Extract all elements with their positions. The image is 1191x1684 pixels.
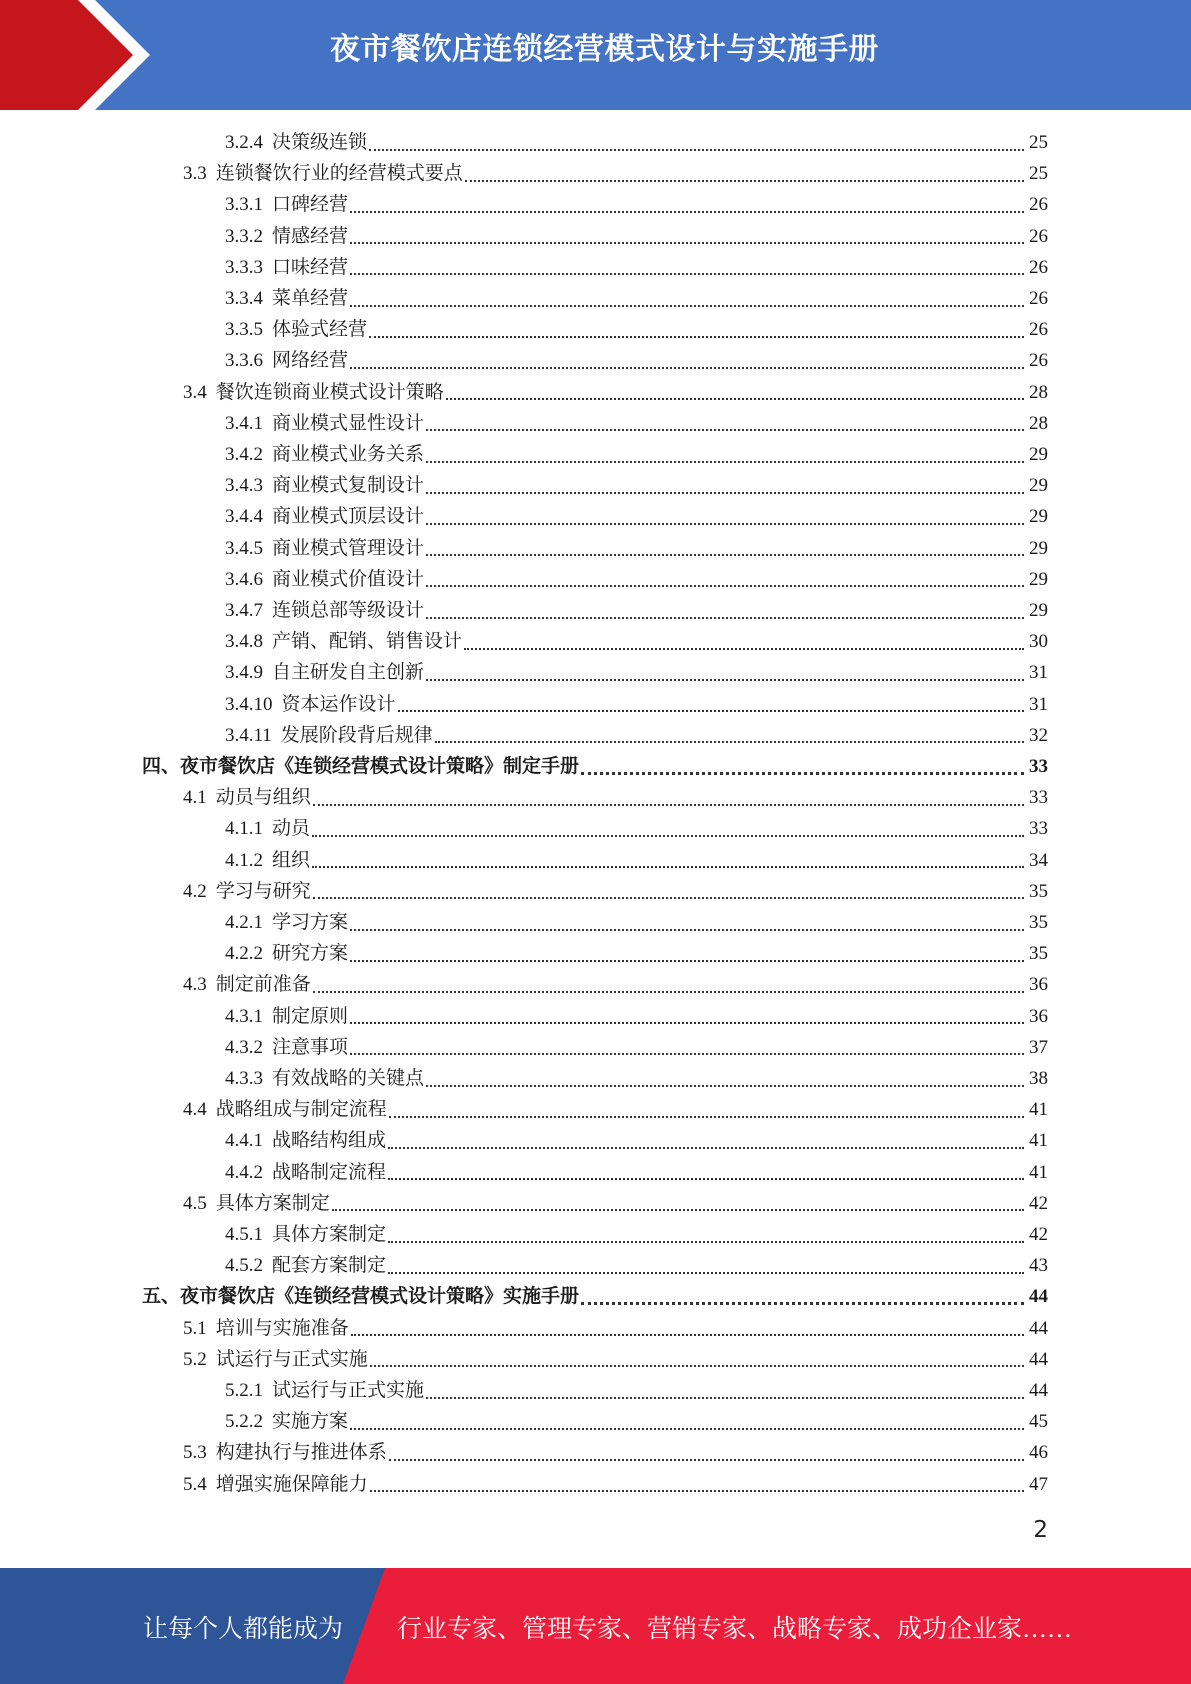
toc-entry[interactable] [142, 751, 1048, 782]
toc-leader-dots [389, 1459, 1024, 1461]
toc-entry-number: 3.4.1 [225, 412, 263, 434]
toc-entry-page: 37 [1029, 1036, 1048, 1058]
toc-entry-number: 3.4.11 [225, 724, 272, 746]
toc-entry-title: 情感经营 [272, 225, 349, 247]
toc-entry-page: 29 [1029, 600, 1048, 621]
toc-entry-number: 3.4.6 [225, 568, 263, 590]
toc-entry-number: 4.1.1 [225, 818, 263, 840]
toc-entry-page: 47 [1029, 1473, 1048, 1495]
toc-leader-dots [398, 710, 1024, 712]
toc-leader-dots [426, 429, 1024, 431]
toc-entry[interactable] [183, 969, 1048, 1000]
toc-entry-number: 4.2 [183, 880, 207, 902]
toc-leader-dots [350, 1428, 1024, 1430]
toc-entry[interactable] [225, 283, 1048, 314]
toc-entry[interactable] [225, 470, 1048, 501]
toc-entry-page: 26 [1029, 288, 1048, 309]
toc-entry-title: 学习与研究 [215, 880, 311, 902]
toc-entry[interactable] [225, 408, 1048, 439]
toc-leader-dots [370, 1490, 1024, 1492]
toc-entry-number: 5.2.1 [225, 1380, 263, 1401]
toc-leader-dots [313, 804, 1024, 806]
toc-entry-page: 26 [1029, 256, 1048, 278]
toc-entry-page: 25 [1029, 132, 1048, 153]
toc-entry-page: 33 [1029, 818, 1048, 840]
toc-entry-title: 战略制定流程 [272, 1161, 387, 1183]
toc-entry-number: 3.4 [183, 381, 207, 403]
toc-entry-page: 31 [1029, 693, 1048, 715]
toc-entry-page: 44 [1029, 1317, 1048, 1339]
toc-entry-page: 41 [1029, 1130, 1048, 1152]
toc-entry-title: 连锁总部等级设计 [272, 600, 425, 621]
toc-entry-number: 3.3.1 [225, 194, 263, 216]
toc-entry[interactable] [225, 1250, 1048, 1281]
toc-entry-page: 35 [1029, 880, 1048, 902]
toc-entry-title: 商业模式顶层设计 [272, 506, 425, 528]
toc-entry-page: 33 [1029, 787, 1048, 809]
toc-entry-title: 商业模式复制设计 [272, 475, 425, 497]
toc-leader-dots [350, 929, 1024, 931]
toc-entry[interactable] [183, 158, 1048, 189]
toc-entry-number: 3.4.10 [225, 693, 273, 715]
toc-leader-dots [312, 866, 1024, 868]
toc-entry-page: 29 [1029, 475, 1048, 497]
toc-entry-page: 34 [1029, 849, 1048, 871]
toc-entry-title: 注意事项 [272, 1036, 349, 1058]
toc-entry-title: 四、夜市餐饮店《连锁经营模式设计策略》制定手册 [142, 756, 580, 777]
toc-entry[interactable] [225, 1157, 1048, 1188]
page-header [0, 0, 1191, 110]
toc-entry-page: 44 [1029, 1348, 1048, 1370]
toc-entry-number: 3.2.4 [225, 132, 263, 153]
toc-entry-page: 25 [1029, 163, 1048, 185]
toc-entry-title: 体验式经营 [272, 319, 368, 341]
toc-entry-title: 战略结构组成 [272, 1130, 387, 1152]
toc-entry-page: 26 [1029, 319, 1048, 341]
toc-entry-title: 实施方案 [272, 1411, 349, 1433]
toc-entry[interactable] [225, 907, 1048, 938]
toc-entry-title: 餐饮连锁商业模式设计策略 [215, 381, 444, 403]
toc-entry-number: 4.5.1 [225, 1224, 263, 1245]
toc-leader-dots [581, 772, 1024, 775]
toc-entry[interactable] [225, 595, 1048, 626]
toc-leader-dots [426, 585, 1024, 587]
toc-entry-number: 4.5 [183, 1192, 207, 1214]
toc-entry-number: 5.1 [183, 1317, 207, 1339]
toc-entry-number: 4.4 [183, 1099, 207, 1121]
toc-leader-dots [370, 1365, 1024, 1367]
toc-entry-page: 35 [1029, 912, 1048, 933]
toc-entry-number: 3.4.9 [225, 662, 263, 684]
toc-entry-number: 5.2.2 [225, 1411, 263, 1433]
toc-leader-dots [426, 1085, 1024, 1087]
toc-entry-page: 46 [1029, 1442, 1048, 1464]
toc-entry-title: 连锁餐饮行业的经营模式要点 [215, 163, 463, 185]
toc-leader-dots [350, 305, 1024, 307]
toc-leader-dots [350, 211, 1024, 213]
toc-entry-title: 试运行与正式实施 [215, 1348, 368, 1370]
toc-entry[interactable] [225, 501, 1048, 532]
toc-entry-number: 4.4.1 [225, 1130, 263, 1152]
toc-entry[interactable] [225, 1125, 1048, 1156]
toc-entry-title: 商业模式价值设计 [272, 568, 425, 590]
toc-entry-title: 有效战略的关键点 [272, 1068, 425, 1089]
toc-entry[interactable] [225, 689, 1048, 720]
toc-entry-title: 具体方案制定 [272, 1224, 387, 1245]
page-number: 2 [1033, 1517, 1048, 1543]
toc-entry[interactable] [225, 189, 1048, 220]
page-footer [0, 1568, 1191, 1684]
document-title: 夜市餐饮店连锁经营模式设计与实施手册 [330, 32, 879, 67]
toc-leader-dots [350, 1053, 1024, 1055]
toc-entry-title: 自主研发自主创新 [272, 662, 425, 684]
toc-entry-number: 4.3.2 [225, 1036, 263, 1058]
toc-entry-title: 制定原则 [272, 1005, 349, 1027]
toc-entry-page: 41 [1029, 1161, 1048, 1183]
toc-entry-page: 43 [1029, 1255, 1048, 1277]
toc-entry[interactable] [225, 626, 1048, 657]
toc-leader-dots [350, 242, 1024, 244]
toc-entry[interactable] [225, 1063, 1048, 1094]
toc-entry[interactable] [183, 377, 1048, 408]
toc-entry-number: 4.2.1 [225, 912, 263, 933]
toc-entry[interactable] [225, 1406, 1048, 1437]
toc-entry[interactable] [225, 813, 1048, 844]
toc-entry-title: 动员 [272, 818, 311, 840]
toc-entry-number: 3.3.3 [225, 256, 263, 278]
toc-entry[interactable] [225, 657, 1048, 688]
toc-entry-number: 4.5.2 [225, 1255, 263, 1277]
toc-leader-dots [350, 960, 1024, 962]
toc-entry-page: 26 [1029, 225, 1048, 247]
toc-entry[interactable] [183, 1344, 1048, 1375]
toc-leader-dots [426, 1397, 1024, 1399]
toc-leader-dots [426, 492, 1024, 494]
toc-entry-title: 决策级连锁 [272, 132, 368, 153]
toc-entry-number: 4.2.2 [225, 943, 263, 965]
toc-leader-dots [313, 897, 1024, 899]
toc-entry-number: 3.4.2 [225, 444, 263, 465]
toc-leader-dots [426, 679, 1024, 681]
toc-entry-title: 制定前准备 [215, 974, 311, 996]
toc-entry-number: 3.4.8 [225, 631, 263, 653]
toc-entry-title: 增强实施保障能力 [215, 1473, 368, 1495]
toc-entry[interactable] [225, 1001, 1048, 1032]
toc-leader-dots [464, 648, 1024, 650]
toc-entry-title: 战略组成与制定流程 [215, 1099, 387, 1121]
toc-entry-number: 4.3.1 [225, 1005, 263, 1027]
toc-entry[interactable] [225, 1032, 1048, 1063]
toc-entry-page: 26 [1029, 194, 1048, 216]
toc-entry-page: 35 [1029, 943, 1048, 965]
toc-entry-title: 构建执行与推进体系 [215, 1442, 387, 1464]
toc-entry-page: 30 [1029, 631, 1048, 653]
toc-entry-number: 3.4.3 [225, 475, 263, 497]
toc-entry-number: 3.3.4 [225, 288, 263, 309]
toc-entry[interactable] [183, 1188, 1048, 1219]
toc-entry-page: 44 [1029, 1286, 1048, 1308]
toc-entry-page: 29 [1029, 506, 1048, 528]
toc-entry-title: 口碑经营 [272, 194, 349, 216]
toc-leader-dots [426, 554, 1024, 556]
toc-entry-title: 商业模式业务关系 [272, 444, 425, 465]
toc-entry-number: 3.4.7 [225, 600, 263, 621]
toc-entry-title: 学习方案 [272, 912, 349, 933]
toc-entry-number: 3.3.2 [225, 225, 263, 247]
toc-entry-page: 44 [1029, 1380, 1048, 1401]
toc-entry-title: 五、夜市餐饮店《连锁经营模式设计策略》实施手册 [142, 1286, 580, 1308]
toc-leader-dots [426, 523, 1024, 525]
toc-entry-number: 3.4.4 [225, 506, 263, 528]
toc-entry-number: 5.4 [183, 1473, 207, 1495]
toc-entry-page: 31 [1029, 662, 1048, 684]
toc-leader-dots [426, 617, 1024, 619]
toc-entry[interactable] [183, 1313, 1048, 1344]
toc-entry[interactable] [225, 127, 1048, 158]
toc-entry-page: 29 [1029, 444, 1048, 465]
toc-entry-page: 28 [1029, 381, 1048, 403]
toc-leader-dots [350, 273, 1024, 275]
toc-entry-title: 菜单经营 [272, 288, 349, 309]
toc-leader-dots [369, 149, 1024, 151]
toc-entry-page: 29 [1029, 568, 1048, 590]
toc-leader-dots [350, 367, 1024, 369]
toc-leader-dots [388, 1272, 1024, 1274]
toc-entry[interactable] [142, 1281, 1048, 1312]
toc-entry-number: 5.3 [183, 1442, 207, 1464]
toc-entry-page: 29 [1029, 537, 1048, 559]
toc-entry-page: 36 [1029, 1005, 1048, 1027]
toc-entry-title: 配套方案制定 [272, 1255, 387, 1277]
toc-entry[interactable] [225, 439, 1048, 470]
toc-entry-number: 4.3 [183, 974, 207, 996]
toc-entry-page: 28 [1029, 412, 1048, 434]
toc-leader-dots [388, 1147, 1024, 1149]
toc-leader-dots [312, 835, 1024, 837]
toc-leader-dots [426, 461, 1024, 463]
footer-slogan-right: 行业专家、管理专家、营销专家、战略专家、成功企业家…… [397, 1616, 1073, 1643]
toc-entry-number: 3.3.6 [225, 350, 263, 372]
toc-leader-dots [435, 741, 1024, 743]
toc-entry-page: 41 [1029, 1099, 1048, 1121]
toc-entry-title: 具体方案制定 [215, 1192, 330, 1214]
toc-entry[interactable] [225, 564, 1048, 595]
toc-entry-title: 资本运作设计 [281, 693, 396, 715]
toc-entry[interactable] [225, 720, 1048, 751]
toc-entry-number: 3.3 [183, 163, 207, 185]
toc-entry-title: 动员与组织 [215, 787, 311, 809]
toc-entry-page: 36 [1029, 974, 1048, 996]
toc-entry[interactable] [225, 221, 1048, 252]
toc-entry-page: 42 [1029, 1224, 1048, 1245]
toc-entry-page: 33 [1029, 756, 1048, 777]
toc-entry-title: 网络经营 [272, 350, 349, 372]
toc-entry[interactable] [225, 1375, 1048, 1406]
toc-entry-title: 组织 [272, 849, 311, 871]
toc-entry[interactable] [183, 1437, 1048, 1468]
toc-entry[interactable] [225, 314, 1048, 345]
toc-entry[interactable] [183, 1094, 1048, 1125]
toc-leader-dots [465, 180, 1024, 182]
toc-entry-number: 3.3.5 [225, 319, 263, 341]
footer-slogan-left: 让每个人都能成为 [143, 1616, 344, 1643]
toc-entry-page: 26 [1029, 350, 1048, 372]
toc-leader-dots [369, 336, 1024, 338]
toc-entry-page: 32 [1029, 724, 1048, 746]
toc-leader-dots [388, 1178, 1024, 1180]
toc-leader-dots [313, 991, 1024, 993]
toc-entry-number: 4.3.3 [225, 1068, 263, 1089]
toc-entry[interactable] [225, 938, 1048, 969]
toc-entry-number: 5.2 [183, 1348, 207, 1370]
toc-entry-page: 45 [1029, 1411, 1048, 1433]
toc-entry[interactable] [225, 252, 1048, 283]
toc-entry-title: 试运行与正式实施 [272, 1380, 425, 1401]
toc-entry[interactable] [183, 1469, 1048, 1500]
toc-entry-title: 产销、配销、销售设计 [272, 631, 463, 653]
toc-leader-dots [581, 1302, 1024, 1305]
toc-leader-dots [351, 1334, 1024, 1336]
toc-entry-number: 4.4.2 [225, 1161, 263, 1183]
toc-leader-dots [446, 398, 1024, 400]
toc-entry-title: 商业模式管理设计 [272, 537, 425, 559]
toc-entry-title: 商业模式显性设计 [272, 412, 425, 434]
toc-entry-number: 3.4.5 [225, 537, 263, 559]
toc-entry[interactable] [183, 876, 1048, 907]
toc-entry-page: 38 [1029, 1068, 1048, 1089]
toc-leader-dots [389, 1116, 1024, 1118]
toc-entry-page: 42 [1029, 1192, 1048, 1214]
toc-entry-number: 4.1 [183, 787, 207, 809]
toc-entry-title: 发展阶段背后规律 [280, 724, 433, 746]
toc-entry[interactable] [225, 845, 1048, 876]
toc-entry[interactable] [225, 345, 1048, 376]
toc-entry-title: 研究方案 [272, 943, 349, 965]
toc-entry-title: 口味经营 [272, 256, 349, 278]
toc-leader-dots [388, 1241, 1024, 1243]
toc-entry[interactable] [225, 533, 1048, 564]
toc-entry-number: 4.1.2 [225, 849, 263, 871]
toc-entry-title: 培训与实施准备 [215, 1317, 349, 1339]
toc-leader-dots [332, 1209, 1024, 1211]
toc-leader-dots [350, 1022, 1024, 1024]
toc-entry[interactable] [225, 1219, 1048, 1250]
toc-entry[interactable] [183, 782, 1048, 813]
